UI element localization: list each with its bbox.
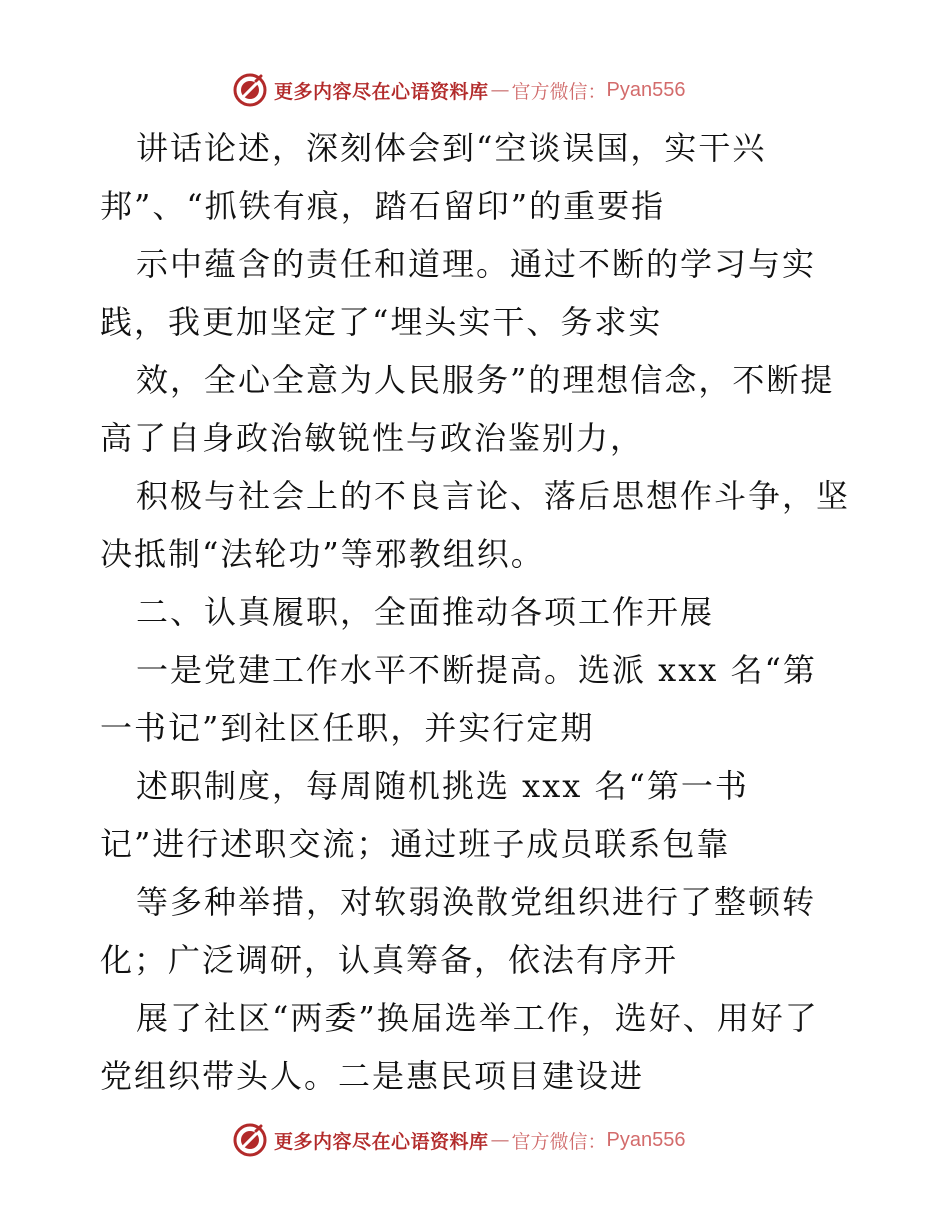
text-line: 践，我更加坚定了“埋头实干、务求实	[100, 303, 663, 341]
text-line: 党组织带头人。二是惠民项目建设进	[100, 1057, 645, 1095]
text-line: 展了社区“两委”换届选举工作，选好、用好了	[136, 999, 819, 1037]
text-line: 积极与社会上的不良言论、落后思想作斗争，坚	[136, 477, 851, 515]
text-line: 示中蕴含的责任和道理。通过不断的学习与实	[136, 245, 817, 283]
text-line: 讲话论述，深刻体会到“空谈误国，实干兴	[136, 129, 767, 167]
watermark-text: 更多内容尽在心语资料库	[274, 80, 489, 103]
text-line: 化；广泛调研，认真筹备，依法有序开	[100, 941, 679, 979]
watermark-id: Pyan556	[606, 78, 686, 101]
watermark-separator: —	[490, 79, 510, 101]
text-line: 邦”、“抓铁有痕，踏石留印”的重要指	[100, 187, 666, 225]
text-line: 效，全心全意为人民服务”的理想信念，不断提	[136, 361, 835, 399]
watermark-separator: —	[490, 1129, 510, 1151]
watermark-label: 官方微信：	[511, 80, 607, 103]
text-line: 决抵制“法轮功”等邪教组织。	[100, 535, 545, 573]
text-line: 记”进行述职交流；通过班子成员联系包靠	[100, 825, 731, 863]
brand-logo-icon	[232, 72, 268, 108]
brand-logo-icon	[232, 1122, 268, 1158]
text-line: 高了自身政治敏锐性与政治鉴别力，	[100, 419, 645, 457]
section-heading: 二、认真履职，全面推动各项工作开展	[136, 593, 715, 631]
watermark-label: 官方微信：	[511, 1130, 607, 1153]
text-line: 述职制度，每周随机挑选 xxx 名“第一书	[136, 767, 749, 805]
watermark-text: 更多内容尽在心语资料库	[274, 1130, 489, 1153]
watermark-footer	[232, 1122, 686, 1158]
text-line: 等多种举措，对软弱涣散党组织进行了整顿转	[136, 883, 817, 921]
text-line: 一是党建工作水平不断提高。选派 xxx 名“第	[136, 651, 817, 689]
text-line: 一书记”到社区任职，并实行定期	[100, 709, 595, 747]
watermark-id: Pyan556	[606, 1128, 686, 1151]
watermark-header	[232, 72, 686, 108]
